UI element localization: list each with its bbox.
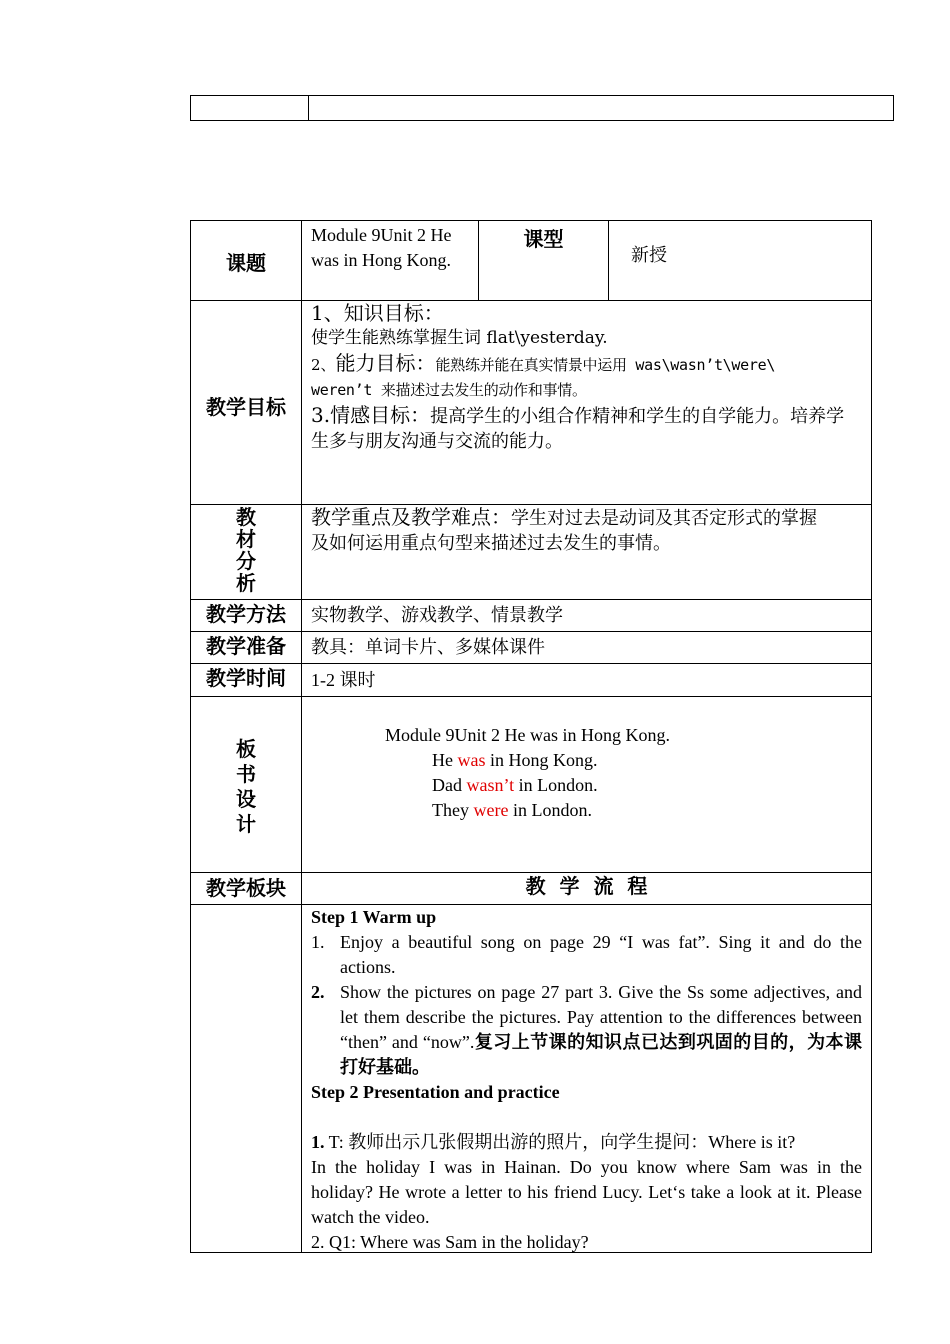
objectives-label: 教学目标 [206,395,286,419]
emotion-objective-text2: 生多与朋友沟通与交流的能力。 [311,431,563,452]
lesson-type-label: 课型 [523,227,564,251]
board-label [191,737,301,837]
board-line [432,748,852,773]
analysis-label-char: 教 [236,505,256,529]
lesson-type-value: 新授 [631,245,667,266]
lesson-plan-table [190,220,872,1253]
emotion-objective-text1: 提高学生的小组合作精神和学生的自学能力。培养学 [430,406,845,427]
method-value: 实物教学、游戏教学、情景教学 [311,605,563,626]
board-line-post: in Hong Kong. [485,750,598,770]
topic-title [311,223,476,273]
board-line-pre: He [432,750,458,770]
preparation-label: 教学准备 [206,634,286,658]
analysis-content [311,505,863,556]
process-content [311,905,862,1255]
step1-item [311,930,862,980]
topic-title-line2: was in Hong Kong. [311,250,451,270]
knowledge-objective-text: 使学生能熟练掌握生词 flat\yesterday. [311,328,608,348]
step1-item-note: 复习上节课的知识点已达到巩固的目的，为本课打好基础。 [340,1032,863,1078]
board-heading: Module 9Unit 2 He was in Hong Kong. [385,725,670,745]
board-label-char: 计 [236,812,256,836]
board-line-highlight: was [457,750,486,770]
board-line-highlight: were [473,800,509,820]
board-label-char: 板 [236,737,256,761]
header-table-divider [308,96,309,120]
topic-label: 课题 [226,251,266,275]
step1-title: Step 1 Warm up [311,907,437,927]
board-line-post: in London. [508,800,592,820]
step2-point1 [311,1130,862,1155]
emotion-objective [311,403,863,429]
step2-point1-text: T: 教师出示几张假期出游的照片，向学生提问：Where is it? [324,1132,796,1152]
method-label: 教学方法 [206,602,286,626]
ability-objective-text1: 能熟练并能在真实情景中运用 was\wasn’t\were\ [435,356,776,374]
board-line-post: in London. [514,775,598,795]
topic-divider-2 [608,221,609,300]
label-column-divider [301,221,302,1253]
analysis-text1: 学生对过去是动词及其否定形式的掌握 [511,508,817,529]
objectives-content [311,301,863,454]
step1-item [311,980,862,1080]
board-line-pre: Dad [432,775,467,795]
header-table [190,95,894,121]
board-label-char: 书 [236,762,256,786]
topic-title-line1: Module 9Unit 2 He [311,225,452,245]
analysis-text2: 及如何运用重点句型来描述过去发生的事情。 [311,533,671,554]
step2-title: Step 2 Presentation and practice [311,1082,560,1102]
board-line [432,798,852,823]
step1-item-num: 1. [311,932,325,952]
board-line [432,773,852,798]
analysis-label-char: 材 [236,527,256,551]
board-label-char: 设 [236,787,256,811]
knowledge-objective-title: 1、知识目标： [311,301,444,325]
ability-objective [311,351,863,378]
preparation-value: 教具：单词卡片、多媒体课件 [311,637,545,658]
step2-point1-num: 1. [311,1132,325,1152]
board-line-highlight: wasn’t [466,775,515,795]
step1-item-num: 2. [311,982,325,1002]
process-label: 教学板块 [206,876,286,900]
ability-objective-text2: weren’t 来描述过去发生的动作和事情。 [311,381,587,399]
analysis-label [191,506,301,594]
analysis-label-char: 分 [236,549,256,573]
analysis-title: 教学重点及教学难点： [311,505,511,529]
step1-item-text: Show the pictures on page 27 part 3. Give the Ss some adjectives, and let them describe the pictures. Pay attention to the differences between “then” and “now”. [340,982,862,1052]
emotion-objective-title: 3.情感目标： [311,403,431,427]
ability-objective-num: 2、 [311,356,336,374]
time-label: 教学时间 [206,666,286,690]
time-value: 1-2 课时 [311,670,376,690]
board-lines [432,748,852,823]
step2-point1-body: In the holiday I was in Hainan. Do you know where Sam was in the holiday? He wrote a letter to his friend Lucy. Let‘s take a look at it. Please watch the video. [311,1157,862,1227]
process-heading: 教 学 流 程 [525,874,648,898]
analysis-label-char: 析 [236,571,256,595]
board-line-pre: They [432,800,474,820]
step2-point2: 2. Q1: Where was Sam in the holiday? [311,1232,589,1252]
step1-item-text: Enjoy a beautiful song on page 29 “I was fat”. Sing it and do the actions. [340,932,862,977]
row-divider [191,696,871,697]
ability-objective-title: 能力目标： [335,351,436,375]
